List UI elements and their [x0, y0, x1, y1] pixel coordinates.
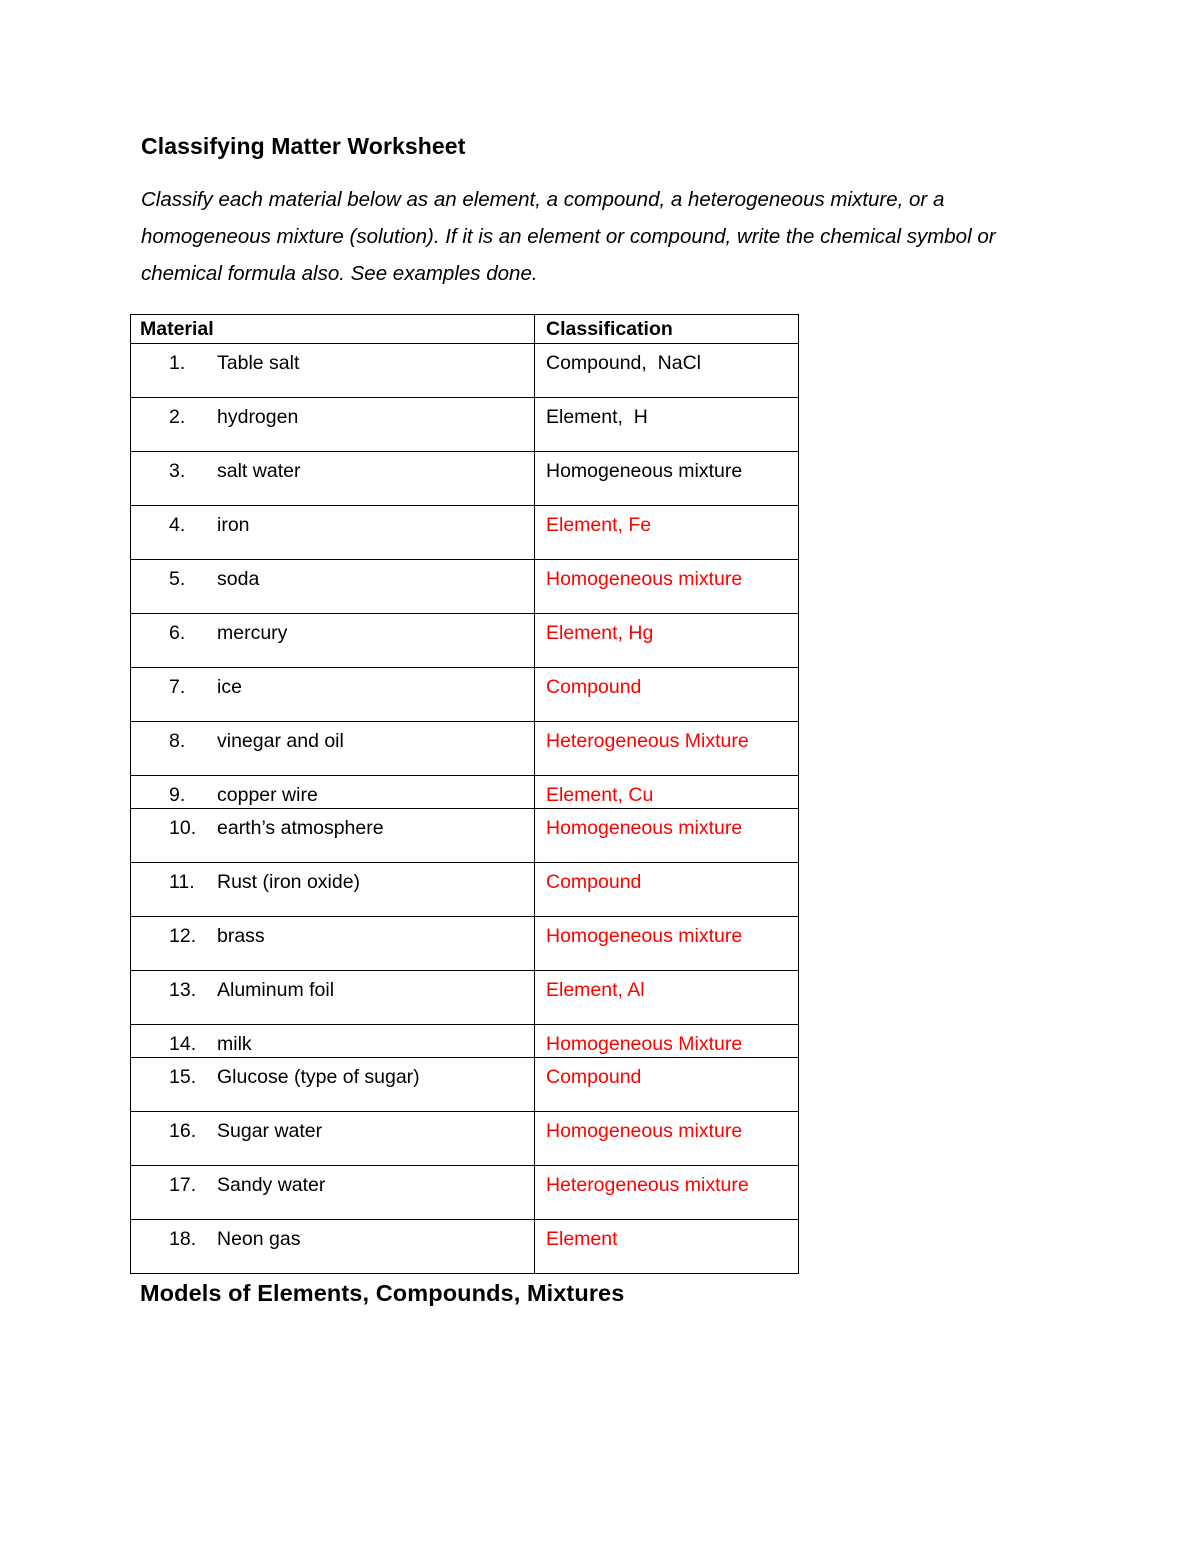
classification-answer: Element, Cu [546, 784, 654, 806]
table-row [131, 506, 799, 560]
material-item-label: brass [217, 925, 265, 947]
material-item-label: vinegar and oil [217, 730, 344, 752]
table-row [131, 560, 799, 614]
material-item-label: salt water [217, 460, 301, 482]
material-item-label: earth’s atmosphere [217, 817, 384, 839]
classification-answer: Homogeneous mixture [546, 1120, 743, 1142]
material-item-number: 6. [169, 622, 186, 644]
material-list-item [131, 614, 534, 646]
column-header-material-label: Material [140, 318, 214, 340]
classification-cell[interactable] [535, 809, 799, 863]
material-item-label: Aluminum foil [217, 979, 335, 1001]
table-row [131, 398, 799, 452]
classification-cell[interactable] [535, 614, 799, 668]
material-item-number: 1. [169, 352, 186, 374]
material-item-number: 2. [169, 406, 186, 428]
section-heading-models: Models of Elements, Compounds, Mixtures [140, 1280, 625, 1306]
table-row [131, 776, 799, 809]
table-row [131, 971, 799, 1025]
column-header-classification [535, 315, 799, 344]
material-cell [131, 1058, 535, 1112]
material-list-item [131, 863, 534, 895]
material-item-number: 15. [169, 1066, 197, 1088]
material-list-item [131, 452, 534, 484]
material-item-label: Table salt [217, 352, 300, 374]
material-item-number: 16. [169, 1120, 197, 1142]
material-item-label: soda [217, 568, 260, 590]
classification-answer: Element, Hg [546, 622, 654, 644]
classification-cell[interactable] [535, 971, 799, 1025]
material-cell [131, 1220, 535, 1274]
table-row [131, 1166, 799, 1220]
classification-cell[interactable] [535, 668, 799, 722]
material-item-number: 11. [169, 871, 195, 893]
classification-cell[interactable] [535, 1058, 799, 1112]
table-row [131, 668, 799, 722]
material-cell [131, 344, 535, 398]
material-item-number: 17. [169, 1174, 197, 1196]
material-list-item [131, 344, 534, 376]
material-item-label: copper wire [217, 784, 318, 806]
material-list-item [131, 776, 534, 808]
material-item-number: 3. [169, 460, 186, 482]
table-row [131, 344, 799, 398]
material-item-number: 4. [169, 514, 186, 536]
classification-cell[interactable] [535, 1166, 799, 1220]
classification-answer: Compound [546, 871, 642, 893]
material-item-number: 18. [169, 1228, 197, 1250]
table-row [131, 1025, 799, 1058]
classification-answer: Heterogeneous mixture [546, 1174, 749, 1196]
material-item-label: mercury [217, 622, 288, 644]
classification-cell[interactable] [535, 1112, 799, 1166]
material-cell [131, 1112, 535, 1166]
classification-cell[interactable] [535, 344, 799, 398]
classification-answer: Homogeneous mixture [546, 460, 743, 482]
material-cell [131, 452, 535, 506]
material-item-number: 14. [169, 1033, 197, 1055]
table-body [131, 344, 799, 1274]
classification-cell[interactable] [535, 1220, 799, 1274]
classification-answer: Compound [546, 676, 642, 698]
table-row [131, 863, 799, 917]
material-cell [131, 398, 535, 452]
material-item-label: milk [217, 1033, 252, 1055]
classification-answer: Compound [546, 1066, 642, 1088]
material-item-label: hydrogen [217, 406, 299, 428]
table-row [131, 722, 799, 776]
classification-answer: Compound, NaCl [546, 352, 701, 374]
classification-answer: Homogeneous Mixture [546, 1033, 743, 1055]
material-list-item [131, 1025, 534, 1057]
material-cell [131, 809, 535, 863]
classification-answer: Homogeneous mixture [546, 925, 743, 947]
material-item-label: Neon gas [217, 1228, 301, 1250]
classification-cell[interactable] [535, 398, 799, 452]
classification-cell[interactable] [535, 722, 799, 776]
material-list-item [131, 971, 534, 1003]
material-cell [131, 722, 535, 776]
table-head [131, 315, 799, 344]
classification-cell[interactable] [535, 506, 799, 560]
classification-cell[interactable] [535, 1025, 799, 1058]
material-item-number: 10. [169, 817, 197, 839]
material-list-item [131, 1166, 534, 1198]
table-header-row [131, 315, 799, 344]
material-item-label: Sugar water [217, 1120, 323, 1142]
material-item-number: 8. [169, 730, 186, 752]
material-cell [131, 971, 535, 1025]
material-cell [131, 863, 535, 917]
material-list-item [131, 1220, 534, 1252]
table-row [131, 1220, 799, 1274]
material-cell [131, 1025, 535, 1058]
material-item-label: Rust (iron oxide) [217, 871, 361, 893]
material-list-item [131, 1058, 534, 1090]
classification-cell[interactable] [535, 452, 799, 506]
column-header-classification-label: Classification [546, 318, 673, 340]
material-list-item [131, 917, 534, 949]
material-list-item [131, 722, 534, 754]
material-item-number: 13. [169, 979, 197, 1001]
classification-answer: Element, Fe [546, 514, 652, 536]
material-item-number: 5. [169, 568, 186, 590]
material-item-number: 12. [169, 925, 197, 947]
material-cell [131, 560, 535, 614]
classification-cell[interactable] [535, 560, 799, 614]
material-list-item [131, 809, 534, 841]
page-title: Classifying Matter Worksheet [141, 133, 466, 159]
material-list-item [131, 398, 534, 430]
table-row [131, 452, 799, 506]
table-row [131, 809, 799, 863]
classification-cell[interactable] [535, 863, 799, 917]
material-cell [131, 776, 535, 809]
document-body [141, 131, 1059, 1308]
column-header-material [131, 315, 535, 344]
material-list-item [131, 1112, 534, 1144]
classification-answer: Heterogeneous Mixture [546, 730, 749, 752]
table-row [131, 614, 799, 668]
material-cell [131, 668, 535, 722]
material-cell [131, 1166, 535, 1220]
table-row [131, 1112, 799, 1166]
classification-cell[interactable] [535, 776, 799, 809]
table-row [131, 1058, 799, 1112]
material-cell [131, 506, 535, 560]
material-cell [131, 614, 535, 668]
material-item-number: 7. [169, 676, 186, 698]
classification-table [130, 314, 799, 1274]
classification-answer: Element [546, 1228, 618, 1250]
material-cell [131, 917, 535, 971]
material-item-number: 9. [169, 784, 186, 806]
material-list-item [131, 668, 534, 700]
material-list-item [131, 506, 534, 538]
table-row [131, 917, 799, 971]
material-item-label: Glucose (type of sugar) [217, 1066, 420, 1088]
classification-cell[interactable] [535, 917, 799, 971]
material-list-item [131, 560, 534, 592]
classification-answer: Homogeneous mixture [546, 568, 743, 590]
instructions-paragraph: Classify each material below as an element, a compound, a heterogeneous mixture, or a homogeneous mixture (solution). If it is an element or compound, write the chemical symbol or chemical formula also. See examples done. [141, 188, 996, 285]
classification-answer: Element, H [546, 406, 648, 428]
classification-answer: Element, Al [546, 979, 645, 1001]
material-item-label: ice [217, 676, 242, 698]
material-item-label: Sandy water [217, 1174, 326, 1196]
classification-answer: Homogeneous mixture [546, 817, 743, 839]
material-item-label: iron [217, 514, 250, 536]
